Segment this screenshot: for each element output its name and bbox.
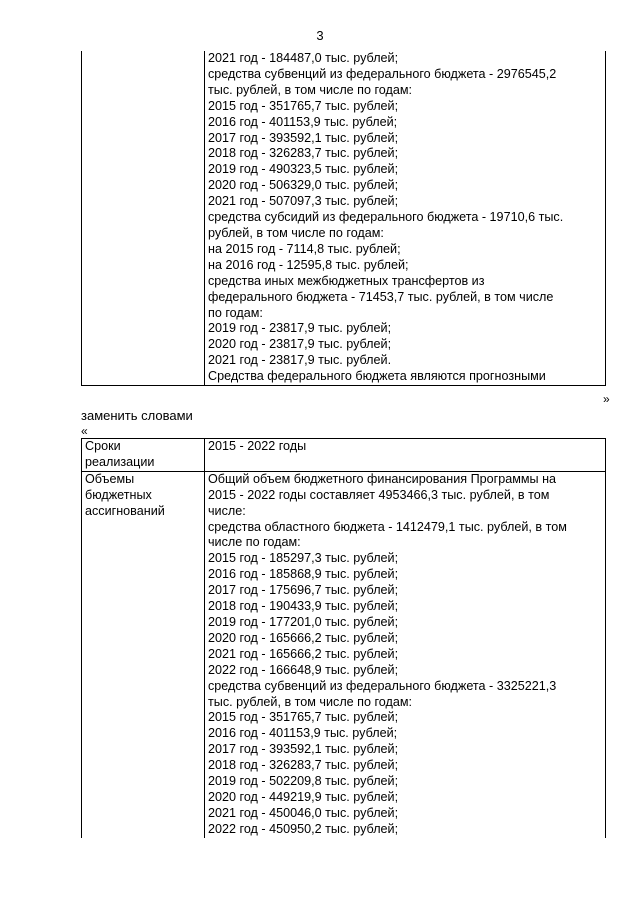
text-line: бюджетных [85,487,152,502]
text-line: средства иных межбюджетных трансфертов из [208,273,485,288]
text-line: 2015 год - 185297,3 тыс. рублей; [208,551,399,566]
text-line: на 2016 год - 12595,8 тыс. рублей; [208,257,409,272]
text-line: тыс. рублей, в том числе по годам: [208,82,413,97]
text-line: Общий объем бюджетного финансирования Программы на [208,471,557,486]
table-cell-label [82,471,205,837]
text-line: Средства федерального бюджета являются прогнозными [208,369,546,384]
text-line: 2021 год - 23817,9 тыс. рублей. [208,353,392,368]
text-line: числе по годам: [208,535,301,550]
text-line: по годам: [208,305,263,320]
text-line: средства областного бюджета - 1412479,1 тыс. рублей, в том [208,519,567,534]
text-line: федерального бюджета - 71453,7 тыс. рублей, в том числе [208,289,554,304]
text-line: 2021 год - 184487,0 тыс. рублей; [208,51,399,65]
text-line: 2015 год - 351765,7 тыс. рублей; [208,98,399,113]
text-line: средства субвенций из федерального бюджета - 2976545,2 [208,66,557,81]
replace-instruction: заменить словами [81,408,193,423]
text-lines [85,439,201,471]
text-line: ассигнований [85,503,165,518]
text-lines [85,472,201,520]
text-line: на 2015 год - 7114,8 тыс. рублей; [208,241,401,256]
text-line: 2019 год - 23817,9 тыс. рублей; [208,321,392,336]
opening-quote: « [81,424,88,438]
text-line: 2018 год - 326283,7 тыс. рублей; [208,758,399,773]
text-line: 2018 год - 190433,9 тыс. рублей; [208,599,399,614]
text-line: 2019 год - 490323,5 тыс. рублей; [208,162,399,177]
table-row [82,51,606,386]
text-line: средства субвенций из федерального бюджета - 3325221,3 [208,678,557,693]
text-line: 2015 год - 351765,7 тыс. рублей; [208,710,399,725]
text-line: 2021 год - 165666,2 тыс. рублей; [208,646,399,661]
text-line: 2015 - 2022 годы [208,439,307,453]
text-line: рублей, в том числе по годам: [208,225,384,240]
text-line: 2020 год - 506329,0 тыс. рублей; [208,178,399,193]
text-lines [208,51,602,385]
text-line: 2015 - 2022 годы составляет 4953466,3 тыс. рублей, в том [208,487,550,502]
page-number: 3 [316,28,324,43]
table-row [82,471,606,837]
text-line: 2016 год - 401153,9 тыс. рублей; [208,726,398,741]
text-line: 2022 год - 450950,2 тыс. рублей; [208,821,399,836]
table-cell-label [82,51,205,386]
budget-table-new [81,438,606,838]
text-line: Объемы [85,471,135,486]
text-line: числе: [208,503,246,518]
text-line: 2016 год - 401153,9 тыс. рублей; [208,114,398,129]
table-cell-value [205,51,606,386]
text-line: 2020 год - 449219,9 тыс. рублей; [208,789,399,804]
text-line: средства субсидий из федерального бюджета - 19710,6 тыс. [208,210,564,225]
text-line: реализации [85,454,155,469]
text-line: 2017 год - 393592,1 тыс. рублей; [208,742,399,757]
table-cell-value [205,439,606,472]
text-line: Сроки [85,439,121,453]
text-line: 2017 год - 393592,1 тыс. рублей; [208,130,399,145]
text-line: 2021 год - 450046,0 тыс. рублей; [208,805,399,820]
closing-quote: » [603,392,610,406]
table-row [82,439,606,472]
text-line: 2019 год - 177201,0 тыс. рублей; [208,614,399,629]
text-line: 2017 год - 175696,7 тыс. рублей; [208,583,399,598]
text-line: 2018 год - 326283,7 тыс. рублей; [208,146,399,161]
text-lines [208,439,602,455]
text-line: тыс. рублей, в том числе по годам: [208,694,413,709]
text-line: 2022 год - 166648,9 тыс. рублей; [208,662,399,677]
text-line: 2021 год - 507097,3 тыс. рублей; [208,194,399,209]
text-line: 2016 год - 185868,9 тыс. рублей; [208,567,399,582]
table-cell-label [82,439,205,472]
text-line: 2020 год - 165666,2 тыс. рублей; [208,630,399,645]
text-line: 2019 год - 502209,8 тыс. рублей; [208,774,399,789]
text-lines [208,472,602,838]
table-cell-value [205,471,606,837]
text-line: 2020 год - 23817,9 тыс. рублей; [208,337,392,352]
budget-table-old [81,51,606,386]
